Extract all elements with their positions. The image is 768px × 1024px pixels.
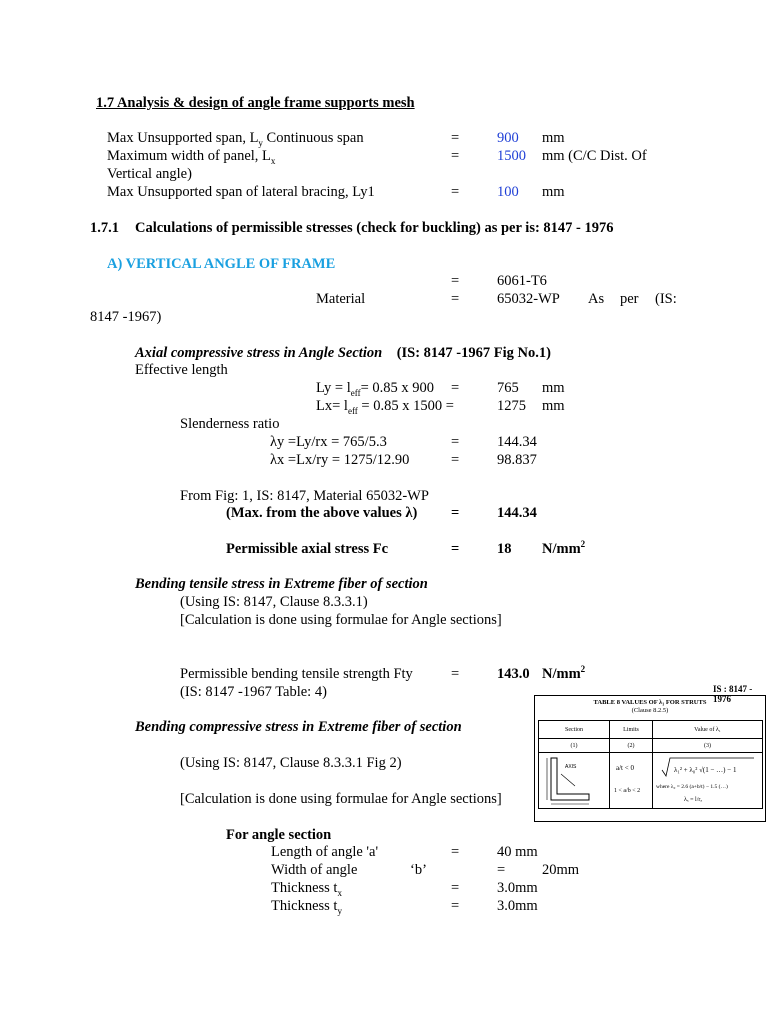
angle-length-label: Length of angle 'a' xyxy=(271,844,379,860)
svg-text:where λ₀ = 2.6 (a+b/t) − 1.5 (: where λ₀ = 2.6 (a+b/t) − 1.5 (…) xyxy=(655,783,728,790)
input-label-ly: Max Unsupported span, $L_y$ Continuous span xyxy=(107,130,364,148)
axial-heading: Axial compressive stress in Angle Section (IS: 8147 -1967 Fig No.1) xyxy=(135,345,551,361)
permissible-axial-value: 18 xyxy=(497,541,512,557)
material-ref-continued: 8147 -1967) xyxy=(90,309,162,325)
lambda-y-formula: λy =Ly/rx = 765/5.3 xyxy=(270,434,387,450)
material-value: 65032-WP xyxy=(497,291,560,307)
material-grade: 6061-T6 xyxy=(497,273,547,289)
figure-header: IS : 8147 - 1976 xyxy=(713,684,753,704)
figure-caption-clause: (Clause 8.2.5) xyxy=(631,707,669,714)
input-value-ly1: 100 xyxy=(497,184,519,200)
effective-length-label: Effective length xyxy=(135,362,228,378)
equals-sign: = xyxy=(451,291,460,307)
input-label-continuation: Vertical angle) xyxy=(107,166,192,182)
equals-sign: = xyxy=(451,184,460,200)
equals-sign: = xyxy=(451,380,460,396)
lambda-y-value: 144.34 xyxy=(497,434,537,450)
figure-col-section: Section xyxy=(539,721,610,739)
ly-formula: $Ly = l_{eff}= 0.85$ x 900 xyxy=(316,380,435,398)
input-label-ly1: Max Unsupported span of lateral bracing, Ly1 xyxy=(107,184,375,200)
figure-num-2: (2) xyxy=(610,739,653,753)
bending-tensile-heading: Bending tensile stress in Extreme fiber of section xyxy=(135,576,428,592)
equals-sign: = xyxy=(451,541,460,557)
max-lambda-label: (Max. from the above values λ) xyxy=(226,505,418,521)
equals-sign: = xyxy=(451,452,460,468)
permissible-axial-unit: $N/mm^2$ xyxy=(542,539,586,557)
bending-tensile-using: (Using IS: 8147, Clause 8.3.3.1) xyxy=(180,594,368,610)
thickness-ty-label: Thickness $t_y$ xyxy=(271,898,342,916)
figure-limits-cell xyxy=(610,753,653,809)
bending-compressive-using: (Using IS: 8147, Clause 8.3.3.1 Fig 2) xyxy=(180,755,402,771)
equals-sign: = xyxy=(451,130,460,146)
input-unit: mm xyxy=(542,184,565,200)
equals-sign: = xyxy=(451,505,460,521)
equals-sign: = xyxy=(451,880,460,896)
input-value-ly: 900 xyxy=(497,130,519,146)
figure-num-1: (1) xyxy=(539,739,610,753)
equals-sign: = xyxy=(451,898,460,914)
lambda-formula-icon xyxy=(654,754,762,806)
input-unit: mm (C/C Dist. Of xyxy=(542,148,647,164)
equals-sign: = xyxy=(497,862,506,878)
part-a-heading: A) VERTICAL ANGLE OF FRAME xyxy=(107,256,336,272)
from-fig-note: From Fig: 1, IS: 8147, Material 65032-WP xyxy=(180,488,429,504)
permissible-bending-unit: $N/mm^2$ xyxy=(542,664,586,682)
max-lambda-value: 144.34 xyxy=(497,505,537,521)
permissible-bending-value: 143.0 xyxy=(497,666,530,682)
equals-sign: = xyxy=(451,148,460,164)
lx-formula: $Lx= l_{eff} = 0.85$ x 1500 = xyxy=(316,398,454,416)
input-unit: mm xyxy=(542,130,565,146)
section-title: 1.7 Analysis & design of angle frame supports mesh xyxy=(96,95,415,111)
figure-caption: TABLE 8 VALUES OF λ₁ FOR STRUTS xyxy=(593,699,707,706)
figure-angle-sketch xyxy=(539,753,610,809)
material-ref: (IS: xyxy=(655,291,677,307)
permissible-bending-label: Permissible bending tensile strength Fty xyxy=(180,666,413,682)
equals-sign: = xyxy=(451,273,460,289)
bending-compressive-heading: Bending compressive stress in Extreme fiber of section xyxy=(135,719,462,735)
bending-compressive-calc-note: [Calculation is done using formulae for Angle sections] xyxy=(180,791,502,807)
svg-text:1 < a/b < 2: 1 < a/b < 2 xyxy=(614,787,641,794)
equals-sign: = xyxy=(451,666,460,682)
bending-table-ref: (IS: 8147 -1967 Table: 4) xyxy=(180,684,327,700)
svg-text:λ₁² + λ₀² √(1 − …) − 1: λ₁² + λ₀² √(1 − …) − 1 xyxy=(673,765,736,774)
subsection-number: 1.7.1 xyxy=(90,220,119,236)
lx-value: 1275 xyxy=(497,398,526,414)
thickness-tx-value: 3.0mm xyxy=(497,880,538,896)
material-as: As xyxy=(588,291,605,307)
input-value-lx: 1500 xyxy=(497,148,526,164)
angle-section-heading: For angle section xyxy=(226,827,332,843)
figure-col-value: Value of λ₁ xyxy=(653,721,763,739)
bending-tensile-calc-note: [Calculation is done using formulae for Angle sections] xyxy=(180,612,502,628)
slenderness-label: Slenderness ratio xyxy=(180,416,280,432)
permissible-axial-label: Permissible axial stress Fc xyxy=(226,541,389,557)
svg-text:AXIS: AXIS xyxy=(565,763,577,770)
material-per: per xyxy=(620,291,639,307)
input-label-lx: Maximum width of panel, $L_x$ xyxy=(107,148,276,166)
figure-num-3: (3) xyxy=(653,739,763,753)
angle-section-icon xyxy=(541,754,607,806)
thickness-ty-value: 3.0mm xyxy=(497,898,538,914)
figure-col-limits: Limits xyxy=(610,721,653,739)
equals-sign: = xyxy=(451,434,460,450)
ly-value: 765 xyxy=(497,380,519,396)
limits-formula-icon xyxy=(612,754,650,806)
angle-width-value: 20mm xyxy=(542,862,580,878)
is-table-figure xyxy=(534,695,766,822)
angle-width-label: Width of angle xyxy=(271,862,358,878)
subsection-title: Calculations of permissible stresses (check for buckling) as per is: 8147 - 1976 xyxy=(135,220,614,236)
lambda-x-value: 98.837 xyxy=(497,452,537,468)
angle-length-value: 40 mm xyxy=(497,844,538,860)
lx-unit: mm xyxy=(542,398,565,414)
thickness-tx-label: Thickness $t_x$ xyxy=(271,880,342,898)
svg-text:λₓ = l/rₓ: λₓ = l/rₓ xyxy=(683,796,702,803)
angle-width-symbol: ‘b’ xyxy=(410,862,427,878)
figure-formula-cell xyxy=(653,753,763,809)
lambda-x-formula: λx =Lx/ry = 1275/12.90 xyxy=(270,452,410,468)
figure-table xyxy=(538,720,763,809)
svg-text:a/t < 0: a/t < 0 xyxy=(616,763,634,772)
material-label: Material xyxy=(316,291,366,307)
equals-sign: = xyxy=(451,844,460,860)
ly-unit: mm xyxy=(542,380,565,396)
